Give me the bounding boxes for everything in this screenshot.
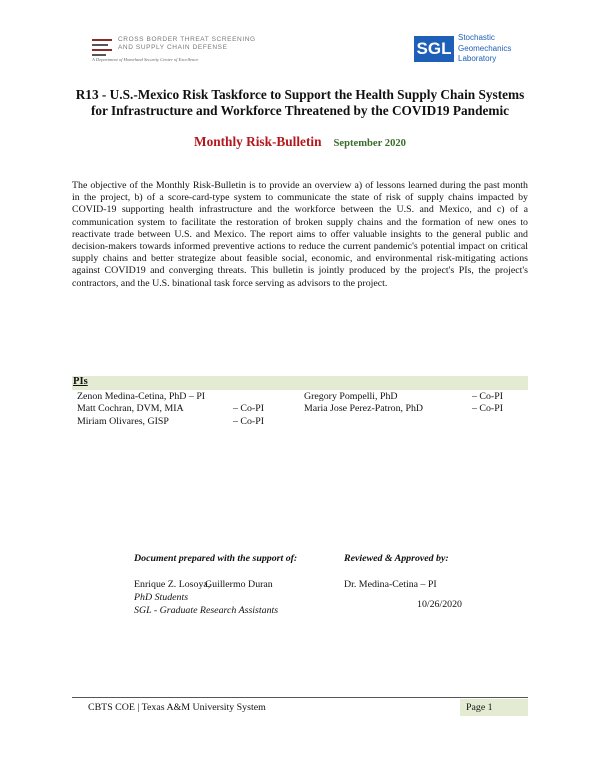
review-heading: Reviewed & Approved by: — [344, 553, 449, 564]
logo-org-name: CROSS BORDER THREAT SCREENING AND SUPPLY CHAIN DEFENSE — [118, 36, 256, 51]
pi-name: Miriam Olivares, GISP — [77, 416, 169, 427]
pi-entry — [77, 391, 205, 402]
bulletin-title: Monthly Risk-Bulletin — [194, 134, 322, 149]
support-heading: Document prepared with the support of: — [134, 553, 298, 564]
student-name: Guillermo Duran — [205, 579, 273, 590]
sgl-mark: SGL — [414, 36, 454, 62]
logo-mark-icon — [92, 39, 112, 59]
pi-name: Gregory Pompelli, PhD — [304, 391, 398, 402]
pi-entry — [77, 416, 169, 427]
document-title — [60, 87, 540, 119]
pi-entry — [304, 403, 423, 414]
pi-entry — [77, 403, 184, 414]
bulletin-date: September 2020 — [333, 138, 406, 149]
pi-entry — [304, 391, 398, 402]
logo-tagline: A Department of Homeland Security Center of Excellence — [92, 57, 199, 62]
approver-name: Dr. Medina-Cetina – PI — [344, 579, 437, 590]
pi-name: Zenon Medina-Cetina, PhD — [77, 391, 187, 402]
title-line: for Infrastructure and Workforce Threatened by the COVID19 Pandemic — [90, 103, 510, 118]
pi-name: Maria Jose Perez-Patron, PhD — [304, 403, 424, 414]
student-name: Enrique Z. Losoya, — [134, 579, 211, 590]
pis-section-bar — [72, 376, 528, 390]
objective-paragraph: The objective of the Monthly Risk-Bulletin is to provide an overview a) of lessons learned during the past month in the project, b) of a score-card-type system to communicate the state of risk of supply chains impacted by COVID-19 supporting health infrastructure and the workforce between the U.S. and Mexico, and c) of a communication system to facilitate the restoration of broken supply chains and the formation of new ones to reactivate trade between U.S. and Mexico. The report aims to offer valuable insights to the general public and decision-makers towards informed preventive actions to reduce the current pandemic's potential impact on critical supply chains and better strategize about feasible social, economic, and environmental risk-mitigating actions against COVID19 and converging threats. This bulletin is jointly produced by the project's PIs, the project's contractors, and the U.S. binational task force serving as advisors to the project. — [72, 180, 528, 289]
approval-date: 10/26/2020 — [417, 599, 462, 610]
page-number: Page 1 — [466, 702, 493, 713]
sgl-role: SGL - Graduate Research Assistants — [134, 605, 279, 616]
bulletin-heading — [0, 133, 600, 151]
cbts-logo — [92, 36, 256, 66]
title-line: R13 - U.S.-Mexico Risk Taskforce to Support the Health Supply Chain Systems — [75, 87, 525, 102]
pi-role: – Co-PI — [233, 416, 264, 427]
pi-name: Matt Cochran, DVM, MIA — [77, 403, 184, 414]
sgl-logo — [414, 33, 524, 67]
pi-role: – Co-PI — [472, 391, 503, 402]
pi-role: – Co-PI — [472, 403, 503, 414]
pis-heading: PIs — [73, 376, 88, 387]
footer-text: CBTS COE | Texas A&M University System — [88, 702, 266, 713]
students-role: PhD Students — [134, 592, 189, 603]
pi-role: – PI — [188, 391, 206, 402]
pi-role: – Co-PI — [233, 403, 264, 414]
sgl-lab-name: Stochastic Geomechanics Laboratory — [458, 33, 512, 63]
footer-divider — [72, 697, 528, 698]
